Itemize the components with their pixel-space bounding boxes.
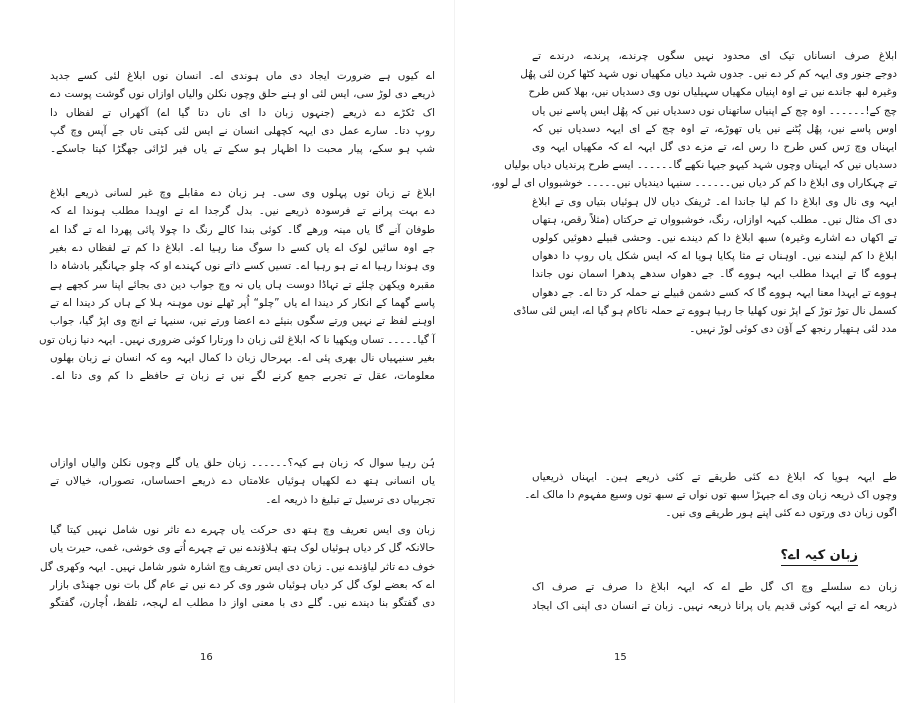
text-line: اگوں زبان دی ورتوں دے کئی اپنے ہور طریقے وی نیں۔ (665, 507, 897, 520)
text-line: دوجے جنور وی ایہہ کم کر دے نیں۔ جدوں شہد دیاں مکھیاں نوں شہد کٹھا کرن لئی پھُل (520, 68, 897, 81)
right-paragraph-2 (524, 468, 897, 523)
text-line: ہووے گا تے ایہدا مطلب ایہہ ہووے گا۔ جے دھواں سدھے پدھرا اسمان نوں جاندا (532, 268, 897, 281)
text-line: تے چہکاراں وی ابلاغ دا کم کر دیاں نیں۔۔۔۔۔۔ سنیہا دیندیاں نیں۔۔۔۔۔ خوشبوواں ای لے لوو، (491, 177, 897, 190)
text-line: حالانکہ گل کر دیاں ہوئیاں لوک ہتھ ہلاؤندے نیں تے چہرے اُتے وی خوشی، غمی، حیرت یاں (49, 542, 435, 555)
text-line: ذریعے دی لوڑ سی، ایس لئی او ہنے حلق وچوں نکلن والیاں اوازاں نوں گوشت پوست دے (50, 88, 435, 101)
text-line: پاسے گھما کے انکار کر دیندا اے یاں ”چلو“ اُپر ٹھلے نوں موہنہ ہلا کے ہاں کر دیندا اے تے (50, 297, 435, 310)
text-line: طے ایہہ ہویا کہ ابلاغ دے کئی طریقے تے کئی ذریعے ہین۔ ایہناں ذریعیاں (532, 471, 897, 483)
right-paragraph-3 (532, 578, 897, 615)
right-paragraph-1 (491, 47, 897, 338)
text-line: اوہنے لفظ تے نہیں ورتے سگوں بنیئے دے اعضا ورتے نیں، سنیہا تے انج وی اپڑ گیا، جواب (50, 315, 435, 328)
text-line: طوفان آنے گا یاں مینہ ورھے گا۔ کوئی بندا کالے رنگ دا چولا پائی پھردا اے تے گدا اے (50, 223, 435, 236)
text-line: ہُن رہیا سوال کہ زبان ہے کیہ؟۔۔۔۔۔۔ زبان حلق یاں گلے وچوں نکلن والیاں اوازاں (50, 457, 435, 469)
section-heading-text: زبان کیہ اے؟ (781, 548, 859, 566)
text-line: ایہہ وی نال وی ابلاغ دا کم لیا جاندا اے۔ ٹریفک دیاں لال ہوئیاں بتیاں وی تے ابلاغ (532, 195, 897, 208)
text-line: روپ دتا۔ سارے عمل دی ایہہ کچھلی انسان نے ایس لئی کیتی تاں جے آپس وچ گپ (50, 125, 435, 138)
text-line: آ گیا۔۔۔۔۔ تساں ویکھیا نا کہ ابلاغ لئی زبان دا ورتارا کوئی ضروری نہیں۔ ایہہ دنیا زبان توں (39, 333, 435, 346)
text-line: ابلاغ صرف انساناں تیک ای محدود نہیں سگوں چرندے، پرندے، درندے تے (532, 50, 897, 62)
text-line: کسمل نال توڑ توڑ کے اپڑ نوں کھلیا جا رہیا ہووے تے حملہ ناکام ہو گیا اے، ایس لئی ساڈی (513, 304, 897, 317)
text-line: زبان وی ایس تعریف وچ ہتھ دی حرکت یاں چہرے دے تاثر نوں شامل نہیں کیتا گیا (50, 524, 435, 536)
text-line: ہووے تے ایہدا معنا ایہہ ہووے گا کہ کسے دشمن قبیلے نے حملہ کر دتا اے۔ جے دھواں (532, 286, 897, 299)
text-line: شپ ہو سکے، پیار محبت دا اظہار ہو سکے تے یاں فیر لڑائی جھگڑا کیتا جاسکے۔ (50, 143, 435, 156)
text-line: دسدیاں نیں کہ ایہناں وچوں شہد کیہو جیہا نکھے گا۔۔۔۔۔۔ ایسے طرح پرندیاں دیاں بولیاں (504, 159, 897, 172)
text-line: دی اک مثال نیں۔ مطلب کیہہ اوازاں، رنگ، خوشبوواں تے حرکتاں (مثلاً رقص، ہتھاں (532, 213, 897, 226)
text-line: اے کہ بعضے لوک گل کر دیاں ہوئیاں شور وی کر دے نیں تے عام گل بات نوں جھنڈی بازار (50, 579, 435, 592)
text-line: تے اکھاں دے اشارے وغیرہ) سبھ ابلاغ دا کم دیندے نیں۔ وحشی قبیلے دھوئیں کولوں (532, 232, 897, 245)
text-line: وی ہوندا رہیا اے تے ہو رہیا اے۔ تسیں کسے ذاتے نوں کہندے او کہ چلو جہانگیر بادشاہ دا (50, 260, 435, 273)
page-number: 16 (200, 652, 213, 663)
text-line: وغیرہ لبھ جاندے نیں تے اوہ اپنیاں مکھیاں سہیلیاں نوں وی دسدیاں نیں، بھلا کس طرح (528, 86, 897, 99)
text-line: دے بہت پرانے تے فرسودہ ذریعے نیں۔ بدل گرجدا اے تے اوہدا مطلب ہوندا اے کہ (50, 205, 435, 218)
text-line: وچوں اک ذریعہ زبان وی اے جیہڑا سبھ توں نواں تے سبھ توں وسیع مفہوم دا مالک اے۔ (524, 489, 897, 502)
text-line: یاں انسانی ہتھ دے لکھیاں ہوئیاں علامتاں دے ذریعے احساساں، تصوراں، خیالاں تے (50, 475, 435, 488)
text-line: معلومات، عقل تے تجربے جمع کرنے لگے نیں تے زبان تے حافظے دا کم وی دتا اے۔ (50, 370, 435, 383)
text-line: جے اوہ سائیں لوک اے یاں کسے دا سوگ منا رہیا اے۔ ابلاغ دا کم تے لفظاں دے بغیر (50, 242, 435, 255)
text-line: زبان دے سلسلے وچ اک گل طے اے کہ ایہہ ابلاغ دا صرف تے صرف اک (532, 581, 897, 593)
text-line: بغیر سنیہیاں نال بھری پئی اے۔ بہرحال زبان دا کمال ایہہ وے کہ انسان نے زبان بھلوں (50, 352, 435, 365)
text-line: اے کیوں ہے ضرورت ایجاد دی ماں ہوندی اے۔ انسان نوں ابلاغ لئی کسے جدید (50, 70, 435, 82)
text-line: مقبرہ ویکھن چلئے تے تہاڈا دوست ہاں یاں نہ وچ جواب دین دی بجائے اپنا سر کجھے ہے (50, 278, 435, 291)
text-line: خوف دے تاثر لیاؤندے نیں۔ زبان دی ایس تعریف وچ اشارہ شور شامل نہیں۔ ایہہ وکھری گل (39, 560, 435, 573)
section-heading (640, 548, 858, 563)
text-line: مدد لئی ہتھیار رنجھ کے آؤن دی کوئی لوڑ نہیں۔ (689, 323, 897, 336)
text-line: چج کے!۔۔۔۔۔۔ اوہ چج کے اپنیاں ساتھناں نوں دسدیاں نیں کہ پھُل ایس پاسے نیں یاں (531, 104, 897, 117)
page-number: 15 (614, 652, 627, 663)
text-line: ایہناں وچ رَس کس طرح دا رس اے، تے مزے دی گل ایہہ اے کہ مکھیاں ایہہ وی (532, 141, 897, 154)
text-line: ذریعہ اے تے ایہہ کوئی قدیم یاں پرانا ذریعہ نہیں۔ زبان تے انسان دی اپنی اک ایجاد (532, 599, 897, 612)
text-line: ابلاغ تے زبان توں پہلوں وی سی۔ ہر زبان دے مقابلے وچ غیر لسانی ذریعے ابلاغ (50, 187, 435, 199)
text-line: تجربیاں دی ترسیل تے تبلیغ دا ذریعہ اے۔ (265, 493, 435, 506)
text-line: اوس پاسے نیں، پھُل پُٹنے نیں یاں تھوڑے، تے اوہ چج کے ای ایہہ دسدیاں نیں کہ (532, 122, 897, 135)
text-line: دی گفتگو بنا دیندے نیں۔ گلے دی با معنی اواز دا مطلب اے لہجہ، تلفظ، اُچارن، گفتگو (50, 597, 435, 610)
text-line: اک ٹکڑے دے ذریعے (جنہوں زبان دا ای ناں دتا گیا اے) آکھراں تے لفظاں دا (50, 106, 435, 119)
text-line: ابلاغ دا کم لیندے نیں۔ اوہناں تے مثا پکایا ہویا اے کہ ایس شکل یاں روپ دا دھواں (532, 250, 897, 263)
